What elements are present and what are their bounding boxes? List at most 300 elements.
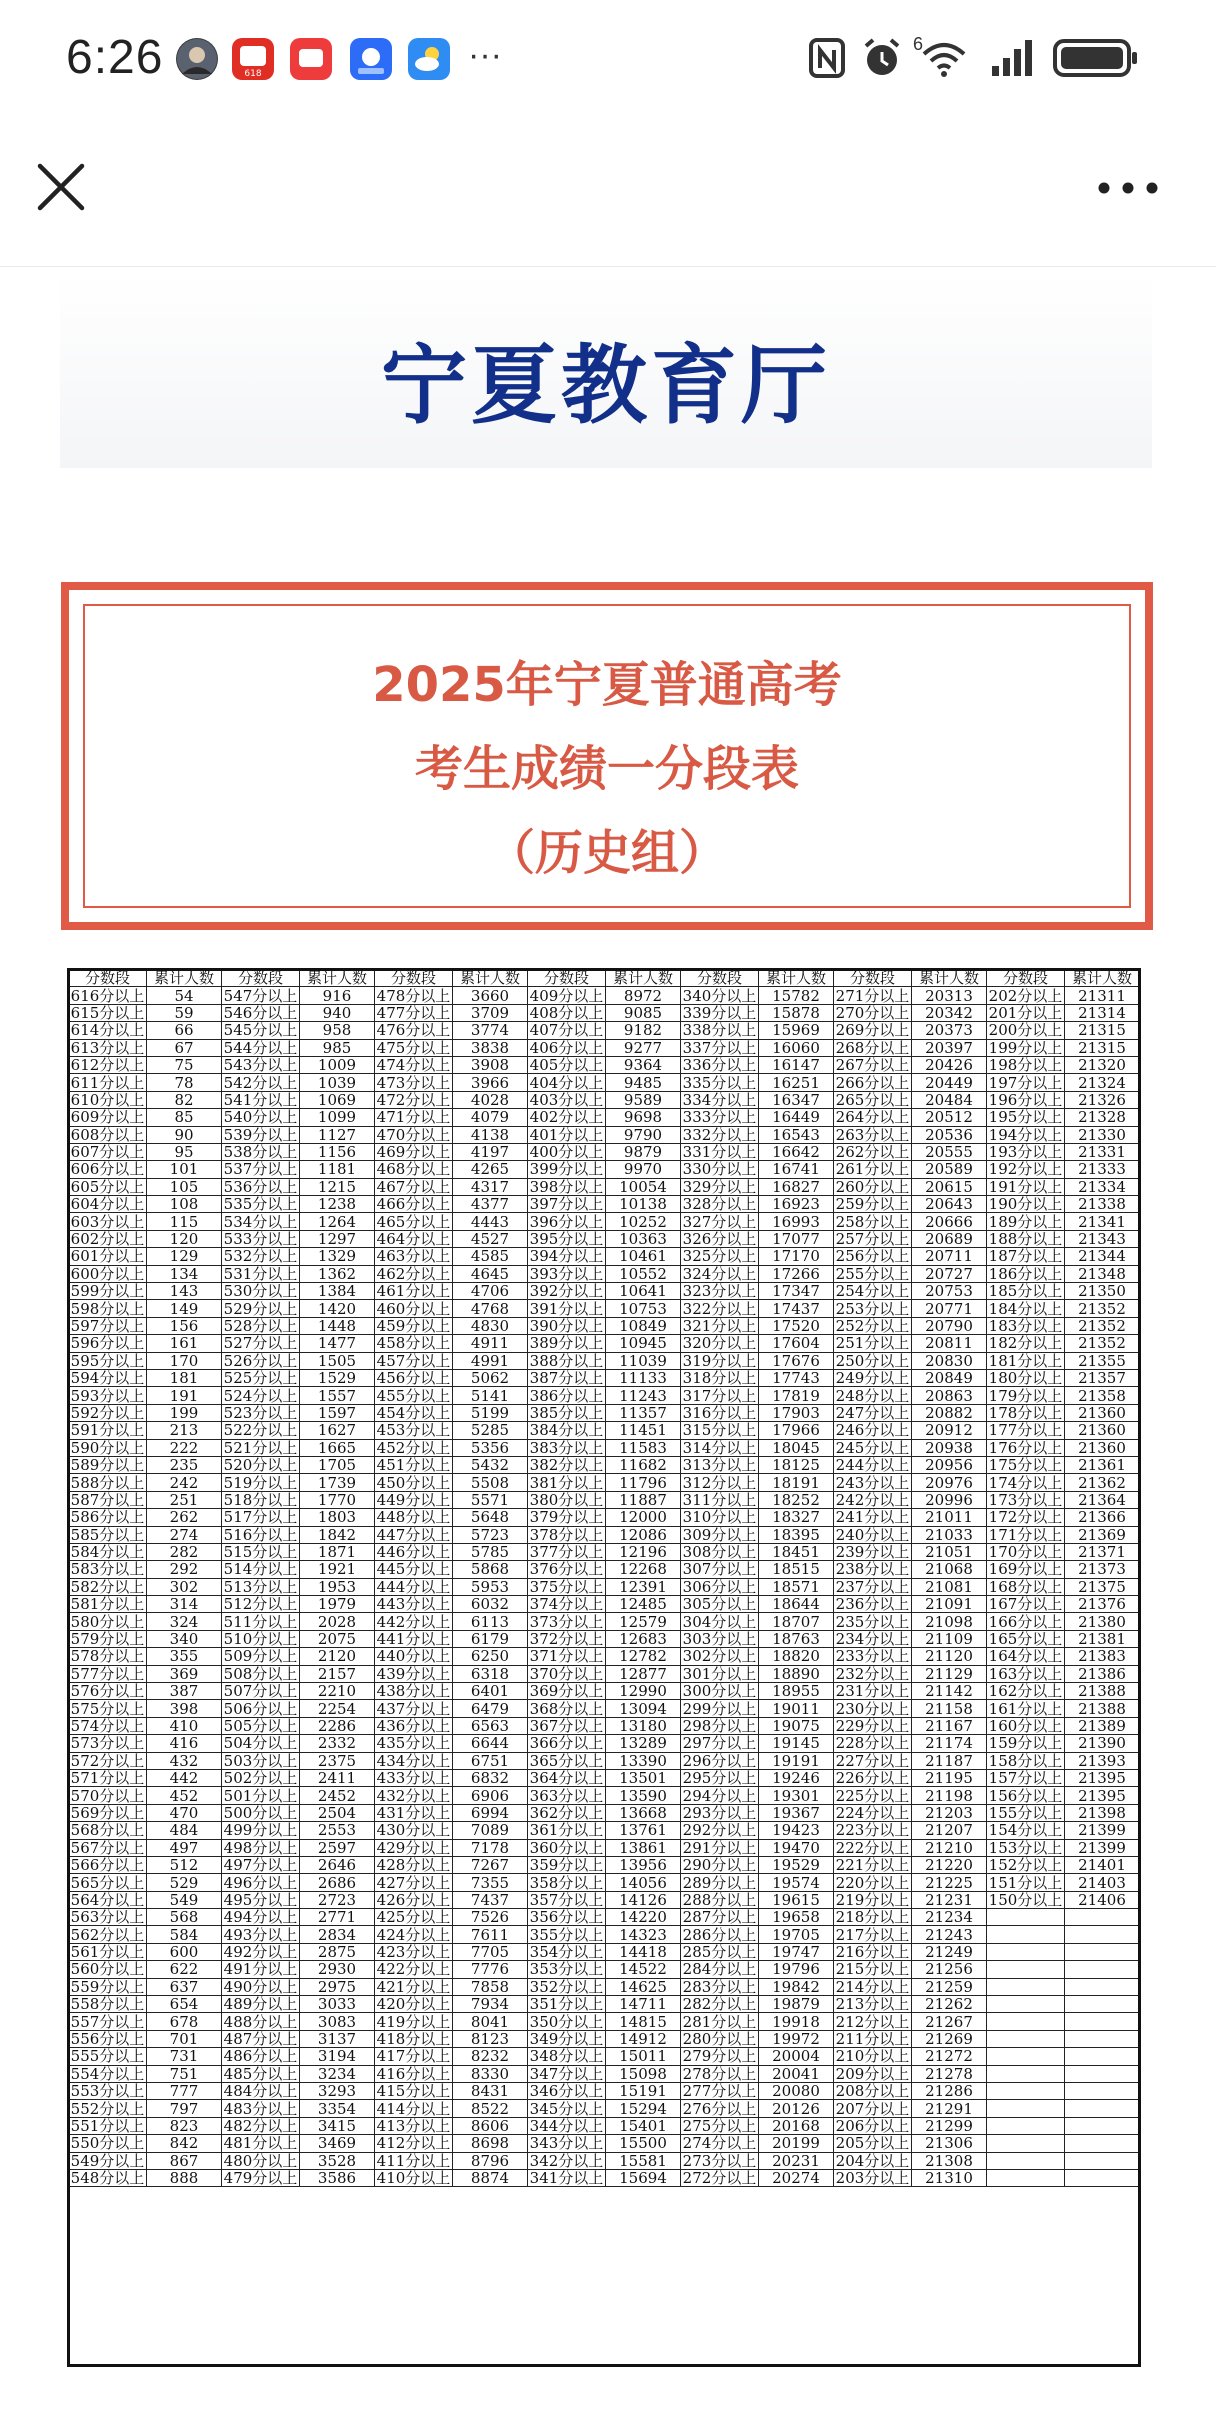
cumulative-count-cell: 15694 bbox=[606, 2169, 681, 2186]
cumulative-count-cell: 7178 bbox=[453, 1839, 528, 1856]
score-segment-cell: 372分以上 bbox=[528, 1630, 606, 1647]
score-segment-cell: 535分以上 bbox=[222, 1196, 300, 1213]
table-row bbox=[69, 1596, 1140, 1613]
score-distribution-table bbox=[68, 969, 1140, 2187]
cumulative-count-cell: 6906 bbox=[453, 1787, 528, 1804]
cumulative-count-cell: 3838 bbox=[453, 1039, 528, 1056]
cumulative-count-cell: 20004 bbox=[759, 2048, 834, 2065]
cumulative-count-cell: 16923 bbox=[759, 1196, 834, 1213]
score-segment-cell: 416分以上 bbox=[375, 2065, 453, 2082]
score-segment-cell: 511分以上 bbox=[222, 1613, 300, 1630]
cumulative-count-cell: 17077 bbox=[759, 1230, 834, 1247]
score-segment-cell: 506分以上 bbox=[222, 1700, 300, 1717]
cumulative-count-cell: 751 bbox=[147, 2065, 222, 2082]
header-cumulative-count: 累计人数 bbox=[300, 970, 375, 987]
cumulative-count-cell: 19145 bbox=[759, 1735, 834, 1752]
score-segment-cell: 494分以上 bbox=[222, 1909, 300, 1926]
score-segment-cell: 343分以上 bbox=[528, 2135, 606, 2152]
cumulative-count-cell: 10641 bbox=[606, 1283, 681, 1300]
score-segment-cell bbox=[987, 2100, 1065, 2117]
cumulative-count-cell: 20041 bbox=[759, 2065, 834, 2082]
cumulative-count-cell: 777 bbox=[147, 2083, 222, 2100]
cumulative-count-cell: 18707 bbox=[759, 1613, 834, 1630]
cumulative-count-cell: 14711 bbox=[606, 1996, 681, 2013]
score-segment-cell: 356分以上 bbox=[528, 1909, 606, 1926]
score-segment-cell: 344分以上 bbox=[528, 2117, 606, 2134]
score-segment-cell: 352分以上 bbox=[528, 1978, 606, 1995]
table-row bbox=[69, 1543, 1140, 1560]
score-segment-cell: 407分以上 bbox=[528, 1022, 606, 1039]
table-row bbox=[69, 1422, 1140, 1439]
cumulative-count-cell: 12196 bbox=[606, 1543, 681, 1560]
cumulative-count-cell: 21352 bbox=[1065, 1300, 1140, 1317]
score-segment-cell: 252分以上 bbox=[834, 1317, 912, 1334]
score-segment-cell: 266分以上 bbox=[834, 1074, 912, 1091]
score-segment-cell: 516分以上 bbox=[222, 1526, 300, 1543]
score-segment-cell: 520分以上 bbox=[222, 1456, 300, 1473]
cumulative-count-cell: 9277 bbox=[606, 1039, 681, 1056]
score-segment-cell: 286分以上 bbox=[681, 1926, 759, 1943]
cumulative-count-cell: 16827 bbox=[759, 1178, 834, 1195]
score-segment-cell: 515分以上 bbox=[222, 1543, 300, 1560]
score-segment-cell: 502分以上 bbox=[222, 1769, 300, 1786]
score-segment-cell: 357分以上 bbox=[528, 1891, 606, 1908]
cumulative-count-cell: 4028 bbox=[453, 1091, 528, 1108]
score-segment-cell: 304分以上 bbox=[681, 1613, 759, 1630]
score-segment-cell: 389分以上 bbox=[528, 1335, 606, 1352]
cumulative-count-cell bbox=[1065, 1961, 1140, 1978]
score-segment-cell: 584分以上 bbox=[69, 1543, 147, 1560]
table-row bbox=[69, 1161, 1140, 1178]
table-row bbox=[69, 1630, 1140, 1647]
cumulative-count-cell: 21350 bbox=[1065, 1283, 1140, 1300]
table-row bbox=[69, 1213, 1140, 1230]
table-row bbox=[69, 2169, 1140, 2186]
cumulative-count-cell: 13180 bbox=[606, 1717, 681, 1734]
score-segment-cell: 276分以上 bbox=[681, 2100, 759, 2117]
table-row bbox=[69, 1143, 1140, 1160]
score-segment-cell: 158分以上 bbox=[987, 1752, 1065, 1769]
score-segment-cell: 482分以上 bbox=[222, 2117, 300, 2134]
cumulative-count-cell: 11682 bbox=[606, 1456, 681, 1473]
cumulative-count-cell: 21401 bbox=[1065, 1856, 1140, 1873]
cumulative-count-cell: 5723 bbox=[453, 1526, 528, 1543]
score-segment-cell: 406分以上 bbox=[528, 1039, 606, 1056]
cumulative-count-cell: 8606 bbox=[453, 2117, 528, 2134]
score-segment-cell: 483分以上 bbox=[222, 2100, 300, 2117]
score-segment-cell: 234分以上 bbox=[834, 1630, 912, 1647]
score-segment-cell: 384分以上 bbox=[528, 1422, 606, 1439]
banner-title: 宁夏教育厅 bbox=[381, 335, 831, 436]
cumulative-count-cell: 2157 bbox=[300, 1665, 375, 1682]
cumulative-count-cell: 4911 bbox=[453, 1335, 528, 1352]
cumulative-count-cell: 21174 bbox=[912, 1735, 987, 1752]
table-row bbox=[69, 2135, 1140, 2152]
cumulative-count-cell: 21333 bbox=[1065, 1161, 1140, 1178]
cumulative-count-cell: 1627 bbox=[300, 1422, 375, 1439]
score-segment-cell: 305分以上 bbox=[681, 1596, 759, 1613]
score-segment-cell: 196分以上 bbox=[987, 1091, 1065, 1108]
score-segment-cell: 342分以上 bbox=[528, 2152, 606, 2169]
cumulative-count-cell: 3415 bbox=[300, 2117, 375, 2134]
cumulative-count-cell: 21306 bbox=[912, 2135, 987, 2152]
cumulative-count-cell: 21399 bbox=[1065, 1822, 1140, 1839]
score-segment-cell: 298分以上 bbox=[681, 1717, 759, 1734]
cumulative-count-cell: 21310 bbox=[912, 2169, 987, 2186]
score-segment-cell bbox=[987, 2169, 1065, 2186]
avatar-icon bbox=[176, 38, 218, 80]
score-segment-cell: 297分以上 bbox=[681, 1735, 759, 1752]
score-segment-cell: 432分以上 bbox=[375, 1787, 453, 1804]
cumulative-count-cell: 20790 bbox=[912, 1317, 987, 1334]
score-segment-cell: 595分以上 bbox=[69, 1352, 147, 1369]
table-row bbox=[69, 1300, 1140, 1317]
cumulative-count-cell: 3586 bbox=[300, 2169, 375, 2186]
cumulative-count-cell: 1705 bbox=[300, 1456, 375, 1473]
cumulative-count-cell: 1039 bbox=[300, 1074, 375, 1091]
score-segment-cell: 545分以上 bbox=[222, 1022, 300, 1039]
score-segment-cell bbox=[987, 2065, 1065, 2082]
score-segment-cell: 239分以上 bbox=[834, 1543, 912, 1560]
score-segment-cell: 418分以上 bbox=[375, 2030, 453, 2047]
score-segment-cell: 324分以上 bbox=[681, 1265, 759, 1282]
score-segment-cell: 293分以上 bbox=[681, 1804, 759, 1821]
score-segment-cell: 597分以上 bbox=[69, 1317, 147, 1334]
score-segment-cell: 446分以上 bbox=[375, 1543, 453, 1560]
score-segment-cell: 285分以上 bbox=[681, 1943, 759, 1960]
score-segment-cell: 377分以上 bbox=[528, 1543, 606, 1560]
score-segment-cell: 451分以上 bbox=[375, 1456, 453, 1473]
score-segment-cell bbox=[987, 2048, 1065, 2065]
cumulative-count-cell: 10363 bbox=[606, 1230, 681, 1247]
cumulative-count-cell: 170 bbox=[147, 1352, 222, 1369]
cumulative-count-cell: 1803 bbox=[300, 1509, 375, 1526]
title-line-2: 考生成绩一分段表 bbox=[414, 741, 799, 797]
cumulative-count-cell: 9879 bbox=[606, 1143, 681, 1160]
title-frame-inner bbox=[83, 604, 1131, 908]
score-segment-cell: 209分以上 bbox=[834, 2065, 912, 2082]
cumulative-count-cell: 11451 bbox=[606, 1422, 681, 1439]
score-segment-cell bbox=[987, 1909, 1065, 1926]
header-score-segment: 分数段 bbox=[222, 970, 300, 987]
cumulative-count-cell: 21109 bbox=[912, 1630, 987, 1647]
cumulative-count-cell: 3774 bbox=[453, 1022, 528, 1039]
score-segment-cell: 512分以上 bbox=[222, 1596, 300, 1613]
score-segment-cell: 322分以上 bbox=[681, 1300, 759, 1317]
score-segment-cell: 302分以上 bbox=[681, 1648, 759, 1665]
score-segment-cell: 473分以上 bbox=[375, 1074, 453, 1091]
cumulative-count-cell: 19075 bbox=[759, 1717, 834, 1734]
score-segment-cell: 327分以上 bbox=[681, 1213, 759, 1230]
table-row bbox=[69, 1056, 1140, 1073]
cumulative-count-cell: 8041 bbox=[453, 2013, 528, 2030]
cumulative-count-cell: 115 bbox=[147, 1213, 222, 1230]
score-segment-cell: 178分以上 bbox=[987, 1404, 1065, 1421]
score-segment-cell: 240分以上 bbox=[834, 1526, 912, 1543]
score-segment-cell: 405分以上 bbox=[528, 1056, 606, 1073]
cumulative-count-cell bbox=[1065, 2117, 1140, 2134]
cumulative-count-cell: 21360 bbox=[1065, 1422, 1140, 1439]
cumulative-count-cell: 101 bbox=[147, 1161, 222, 1178]
cumulative-count-cell: 21220 bbox=[912, 1856, 987, 1873]
cumulative-count-cell: 13390 bbox=[606, 1752, 681, 1769]
score-segment-cell: 576分以上 bbox=[69, 1683, 147, 1700]
cumulative-count-cell: 21320 bbox=[1065, 1056, 1140, 1073]
table-row bbox=[69, 1369, 1140, 1386]
cumulative-count-cell: 16543 bbox=[759, 1126, 834, 1143]
cumulative-count-cell: 21352 bbox=[1065, 1317, 1140, 1334]
cumulative-count-cell: 129 bbox=[147, 1248, 222, 1265]
score-segment-cell: 561分以上 bbox=[69, 1943, 147, 1960]
cumulative-count-cell: 12990 bbox=[606, 1683, 681, 1700]
score-segment-cell: 379分以上 bbox=[528, 1509, 606, 1526]
score-segment-cell: 530分以上 bbox=[222, 1283, 300, 1300]
title-frame bbox=[61, 582, 1153, 930]
table-row bbox=[69, 1004, 1140, 1021]
cumulative-count-cell: 66 bbox=[147, 1022, 222, 1039]
more-icon[interactable] bbox=[1096, 176, 1160, 200]
cumulative-count-cell: 16993 bbox=[759, 1213, 834, 1230]
score-segment-cell bbox=[987, 1943, 1065, 1960]
score-segment-cell: 541分以上 bbox=[222, 1091, 300, 1108]
cumulative-count-cell: 701 bbox=[147, 2030, 222, 2047]
cumulative-count-cell: 1921 bbox=[300, 1561, 375, 1578]
cumulative-count-cell: 21267 bbox=[912, 2013, 987, 2030]
cumulative-count-cell: 4197 bbox=[453, 1143, 528, 1160]
cumulative-count-cell: 2646 bbox=[300, 1856, 375, 1873]
cumulative-count-cell: 416 bbox=[147, 1735, 222, 1752]
score-segment-cell: 320分以上 bbox=[681, 1335, 759, 1352]
score-segment-cell: 251分以上 bbox=[834, 1335, 912, 1352]
score-segment-cell: 176分以上 bbox=[987, 1439, 1065, 1456]
cumulative-count-cell: 18515 bbox=[759, 1561, 834, 1578]
score-segment-cell: 155分以上 bbox=[987, 1804, 1065, 1821]
cumulative-count-cell: 20727 bbox=[912, 1265, 987, 1282]
cumulative-count-cell: 3709 bbox=[453, 1004, 528, 1021]
score-segment-cell bbox=[987, 1996, 1065, 2013]
cumulative-count-cell: 21324 bbox=[1065, 1074, 1140, 1091]
score-segment-cell: 500分以上 bbox=[222, 1804, 300, 1821]
score-segment-cell: 524分以上 bbox=[222, 1387, 300, 1404]
score-segment-cell: 160分以上 bbox=[987, 1717, 1065, 1734]
header-score-segment: 分数段 bbox=[69, 970, 147, 987]
score-segment-cell: 318分以上 bbox=[681, 1369, 759, 1386]
score-segment-cell: 339分以上 bbox=[681, 1004, 759, 1021]
cumulative-count-cell: 21286 bbox=[912, 2083, 987, 2100]
cumulative-count-cell: 20449 bbox=[912, 1074, 987, 1091]
cumulative-count-cell: 1297 bbox=[300, 1230, 375, 1247]
score-segment-cell: 284分以上 bbox=[681, 1961, 759, 1978]
score-segment-cell: 267分以上 bbox=[834, 1056, 912, 1073]
score-segment-cell: 525分以上 bbox=[222, 1369, 300, 1386]
score-segment-cell: 504分以上 bbox=[222, 1735, 300, 1752]
cumulative-count-cell: 432 bbox=[147, 1752, 222, 1769]
score-segment-cell: 375分以上 bbox=[528, 1578, 606, 1595]
table-row bbox=[69, 1752, 1140, 1769]
cumulative-count-cell: 20666 bbox=[912, 1213, 987, 1230]
score-segment-cell: 392分以上 bbox=[528, 1283, 606, 1300]
cumulative-count-cell: 14056 bbox=[606, 1874, 681, 1891]
score-segment-cell: 165分以上 bbox=[987, 1630, 1065, 1647]
cumulative-count-cell: 12268 bbox=[606, 1561, 681, 1578]
cumulative-count-cell: 21360 bbox=[1065, 1404, 1140, 1421]
cumulative-count-cell: 21315 bbox=[1065, 1022, 1140, 1039]
cumulative-count-cell: 13289 bbox=[606, 1735, 681, 1752]
score-segment-cell: 370分以上 bbox=[528, 1665, 606, 1682]
table-row bbox=[69, 1317, 1140, 1334]
cumulative-count-cell: 5356 bbox=[453, 1439, 528, 1456]
alarm-icon bbox=[860, 36, 904, 80]
cumulative-count-cell: 19529 bbox=[759, 1856, 834, 1873]
cumulative-count-cell: 2286 bbox=[300, 1717, 375, 1734]
baidu-ai-icon bbox=[350, 38, 392, 80]
score-segment-cell: 161分以上 bbox=[987, 1700, 1065, 1717]
score-segment-cell: 280分以上 bbox=[681, 2030, 759, 2047]
table-row bbox=[69, 1387, 1140, 1404]
score-segment-cell: 188分以上 bbox=[987, 1230, 1065, 1247]
cumulative-count-cell: 6401 bbox=[453, 1683, 528, 1700]
cumulative-count-cell: 1156 bbox=[300, 1143, 375, 1160]
cumulative-count-cell: 21398 bbox=[1065, 1804, 1140, 1821]
cumulative-count-cell: 21262 bbox=[912, 1996, 987, 2013]
cumulative-count-cell bbox=[1065, 2065, 1140, 2082]
score-segment-cell: 192分以上 bbox=[987, 1161, 1065, 1178]
score-segment-cell: 313分以上 bbox=[681, 1456, 759, 1473]
score-segment-cell: 262分以上 bbox=[834, 1143, 912, 1160]
score-segment-cell: 335分以上 bbox=[681, 1074, 759, 1091]
cumulative-count-cell: 470 bbox=[147, 1804, 222, 1821]
cumulative-count-cell: 10252 bbox=[606, 1213, 681, 1230]
score-segment-cell: 366分以上 bbox=[528, 1735, 606, 1752]
cumulative-count-cell: 20342 bbox=[912, 1004, 987, 1021]
score-segment-cell: 568分以上 bbox=[69, 1822, 147, 1839]
cumulative-count-cell: 2504 bbox=[300, 1804, 375, 1821]
table-row bbox=[69, 1961, 1140, 1978]
cumulative-count-cell: 21380 bbox=[1065, 1613, 1140, 1630]
svg-text:618: 618 bbox=[244, 69, 262, 79]
cumulative-count-cell: 17347 bbox=[759, 1283, 834, 1300]
score-segment-cell: 450分以上 bbox=[375, 1474, 453, 1491]
cumulative-count-cell: 17819 bbox=[759, 1387, 834, 1404]
score-segment-cell: 408分以上 bbox=[528, 1004, 606, 1021]
table-row bbox=[69, 1404, 1140, 1421]
score-segment-cell: 606分以上 bbox=[69, 1161, 147, 1178]
cumulative-count-cell: 16741 bbox=[759, 1161, 834, 1178]
cumulative-count-cell: 59 bbox=[147, 1004, 222, 1021]
score-segment-cell: 353分以上 bbox=[528, 1961, 606, 1978]
cumulative-count-cell: 14323 bbox=[606, 1926, 681, 1943]
cumulative-count-cell: 16449 bbox=[759, 1109, 834, 1126]
score-segment-cell: 382分以上 bbox=[528, 1456, 606, 1473]
cumulative-count-cell: 7089 bbox=[453, 1822, 528, 1839]
score-segment-cell: 565分以上 bbox=[69, 1874, 147, 1891]
score-segment-cell: 368分以上 bbox=[528, 1700, 606, 1717]
score-segment-cell bbox=[987, 2030, 1065, 2047]
score-segment-cell: 167分以上 bbox=[987, 1596, 1065, 1613]
cumulative-count-cell: 1448 bbox=[300, 1317, 375, 1334]
score-segment-cell: 274分以上 bbox=[681, 2135, 759, 2152]
cumulative-count-cell: 4443 bbox=[453, 1213, 528, 1230]
score-segment-cell: 455分以上 bbox=[375, 1387, 453, 1404]
score-segment-cell: 169分以上 bbox=[987, 1561, 1065, 1578]
score-segment-cell: 452分以上 bbox=[375, 1439, 453, 1456]
cumulative-count-cell: 21195 bbox=[912, 1769, 987, 1786]
score-segment-cell: 441分以上 bbox=[375, 1630, 453, 1647]
score-segment-cell: 413分以上 bbox=[375, 2117, 453, 2134]
cumulative-count-cell: 6832 bbox=[453, 1769, 528, 1786]
wifi-icon bbox=[920, 36, 968, 80]
score-segment-cell: 476分以上 bbox=[375, 1022, 453, 1039]
score-segment-cell: 221分以上 bbox=[834, 1856, 912, 1873]
cumulative-count-cell: 797 bbox=[147, 2100, 222, 2117]
cumulative-count-cell: 20555 bbox=[912, 1143, 987, 1160]
cumulative-count-cell: 4706 bbox=[453, 1283, 528, 1300]
score-segment-cell: 569分以上 bbox=[69, 1804, 147, 1821]
cumulative-count-cell: 134 bbox=[147, 1265, 222, 1282]
cumulative-count-cell: 14625 bbox=[606, 1978, 681, 1995]
score-segment-cell: 179分以上 bbox=[987, 1387, 1065, 1404]
score-segment-cell: 345分以上 bbox=[528, 2100, 606, 2117]
score-segment-cell: 259分以上 bbox=[834, 1196, 912, 1213]
cellular-signal-icon bbox=[990, 36, 1036, 80]
score-segment-cell: 281分以上 bbox=[681, 2013, 759, 2030]
cumulative-count-cell: 5648 bbox=[453, 1509, 528, 1526]
cumulative-count-cell: 21210 bbox=[912, 1839, 987, 1856]
score-segment-cell: 459分以上 bbox=[375, 1317, 453, 1334]
table-row bbox=[69, 1074, 1140, 1091]
cumulative-count-cell: 9182 bbox=[606, 1022, 681, 1039]
cumulative-count-cell: 85 bbox=[147, 1109, 222, 1126]
cumulative-count-cell: 21358 bbox=[1065, 1387, 1140, 1404]
score-segment-cell: 430分以上 bbox=[375, 1822, 453, 1839]
close-icon[interactable] bbox=[34, 160, 88, 214]
score-segment-cell: 213分以上 bbox=[834, 1996, 912, 2013]
score-segment-cell: 338分以上 bbox=[681, 1022, 759, 1039]
cumulative-count-cell: 13761 bbox=[606, 1822, 681, 1839]
cumulative-count-cell: 18045 bbox=[759, 1439, 834, 1456]
score-segment-cell: 463分以上 bbox=[375, 1248, 453, 1265]
score-segment-cell: 275分以上 bbox=[681, 2117, 759, 2134]
table-row bbox=[69, 1769, 1140, 1786]
cumulative-count-cell: 20373 bbox=[912, 1022, 987, 1039]
cumulative-count-cell: 9364 bbox=[606, 1056, 681, 1073]
score-segment-cell: 390分以上 bbox=[528, 1317, 606, 1334]
cumulative-count-cell: 161 bbox=[147, 1335, 222, 1352]
score-segment-cell: 236分以上 bbox=[834, 1596, 912, 1613]
table-row bbox=[69, 1839, 1140, 1856]
score-segment-cell: 397分以上 bbox=[528, 1196, 606, 1213]
score-segment-cell: 173分以上 bbox=[987, 1491, 1065, 1508]
cumulative-count-cell: 21388 bbox=[1065, 1700, 1140, 1717]
score-segment-cell: 264分以上 bbox=[834, 1109, 912, 1126]
score-segment-cell: 497分以上 bbox=[222, 1856, 300, 1873]
table-row bbox=[69, 1091, 1140, 1108]
score-segment-cell: 247分以上 bbox=[834, 1404, 912, 1421]
cumulative-count-cell: 6563 bbox=[453, 1717, 528, 1734]
cumulative-count-cell: 21355 bbox=[1065, 1352, 1140, 1369]
cumulative-count-cell: 19574 bbox=[759, 1874, 834, 1891]
cumulative-count-cell: 6250 bbox=[453, 1648, 528, 1665]
cumulative-count-cell: 1871 bbox=[300, 1543, 375, 1560]
red-app-icon bbox=[290, 38, 332, 80]
cumulative-count-cell: 18820 bbox=[759, 1648, 834, 1665]
score-segment-cell: 489分以上 bbox=[222, 1996, 300, 2013]
score-segment-cell: 488分以上 bbox=[222, 2013, 300, 2030]
cumulative-count-cell: 4768 bbox=[453, 1300, 528, 1317]
score-segment-cell: 467分以上 bbox=[375, 1178, 453, 1195]
title-line-3: （历史组） bbox=[486, 825, 727, 881]
cumulative-count-cell: 17743 bbox=[759, 1369, 834, 1386]
